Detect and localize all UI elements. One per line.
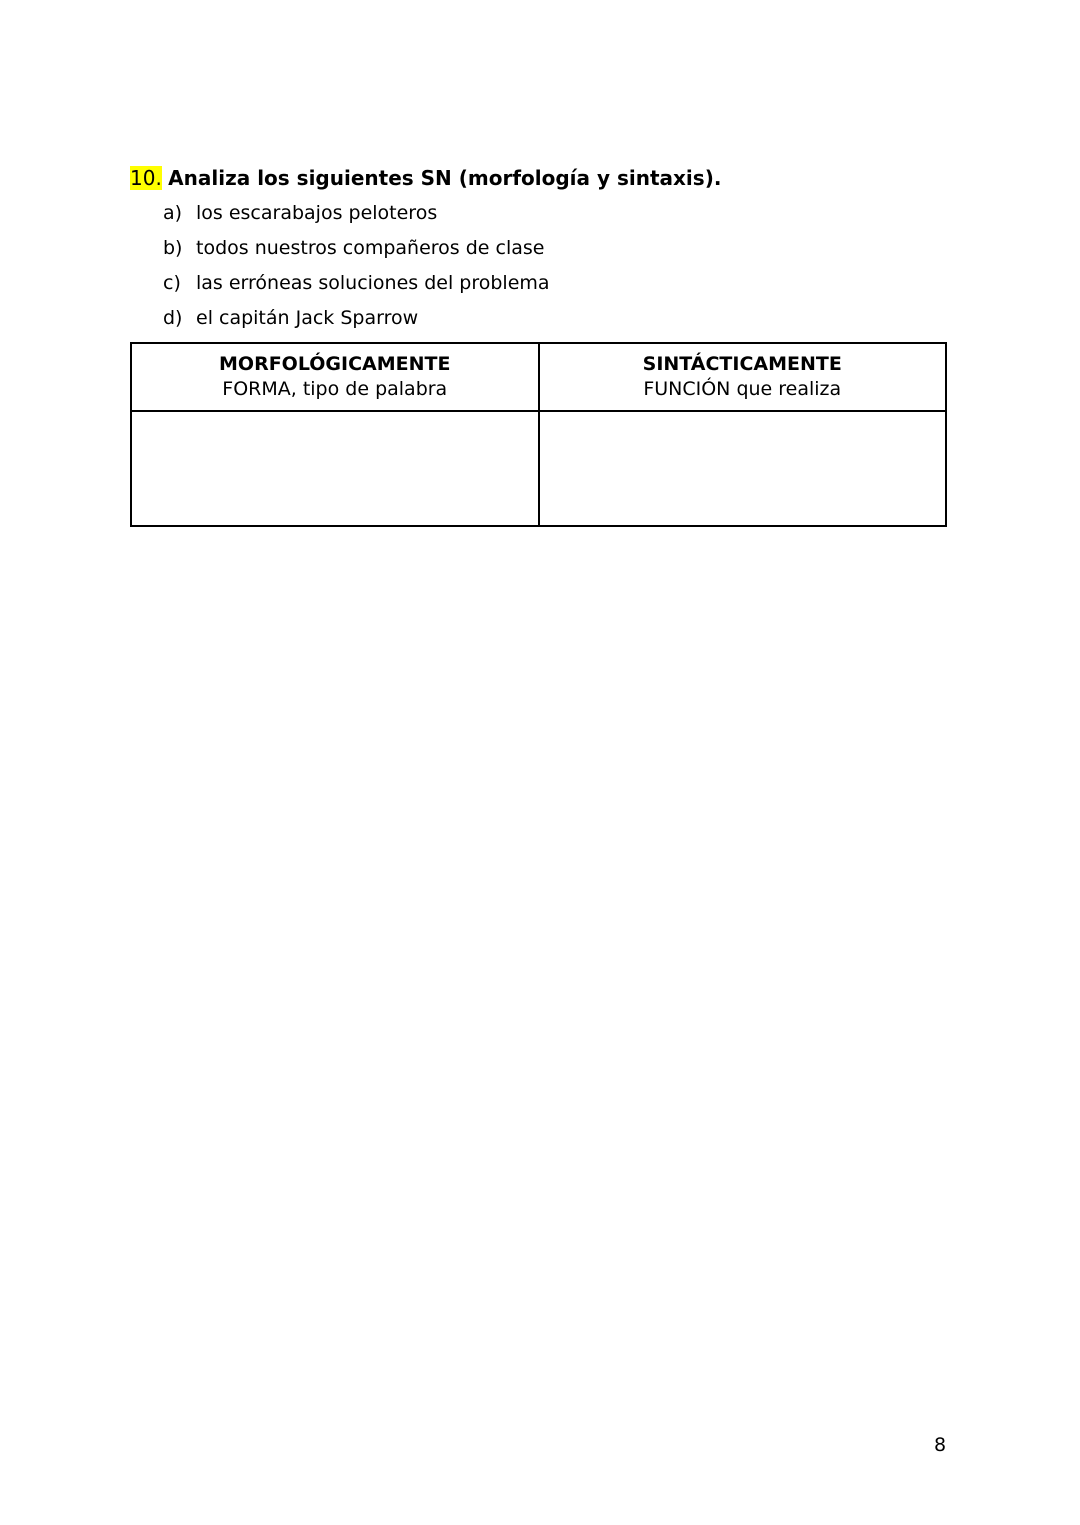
- question-number: 10.: [130, 166, 162, 190]
- answer-cell-syntax[interactable]: [539, 411, 947, 526]
- header-cell-syntax: [539, 343, 947, 411]
- item-text: los escarabajos peloteros: [196, 202, 438, 224]
- answer-cell-morphology[interactable]: [131, 411, 539, 526]
- item-text: las erróneas soluciones del problema: [196, 272, 550, 294]
- page-number: 8: [934, 1434, 947, 1456]
- column-subtitle: FORMA, tipo de palabra: [222, 378, 448, 400]
- list-item: [163, 199, 550, 234]
- header-cell-morphology: [131, 343, 539, 411]
- table-row: [131, 411, 946, 526]
- column-title: SINTÁCTICAMENTE: [642, 353, 842, 375]
- item-letter: d): [163, 307, 183, 329]
- list-item: [163, 234, 550, 269]
- answer-table: [130, 342, 947, 527]
- column-subtitle: FUNCIÓN que realiza: [643, 378, 842, 400]
- item-text: el capitán Jack Sparrow: [196, 307, 419, 329]
- question-heading: [130, 164, 721, 192]
- item-text: todos nuestros compañeros de clase: [196, 237, 545, 259]
- column-title: MORFOLÓGICAMENTE: [219, 353, 451, 375]
- item-list: [163, 199, 550, 339]
- table-header-row: [131, 343, 946, 411]
- item-letter: c): [163, 272, 181, 294]
- list-item: [163, 269, 550, 304]
- list-item: [163, 304, 550, 339]
- item-letter: b): [163, 237, 183, 259]
- question-text: Analiza los siguientes SN (morfología y sintaxis).: [168, 166, 722, 190]
- item-letter: a): [163, 202, 183, 224]
